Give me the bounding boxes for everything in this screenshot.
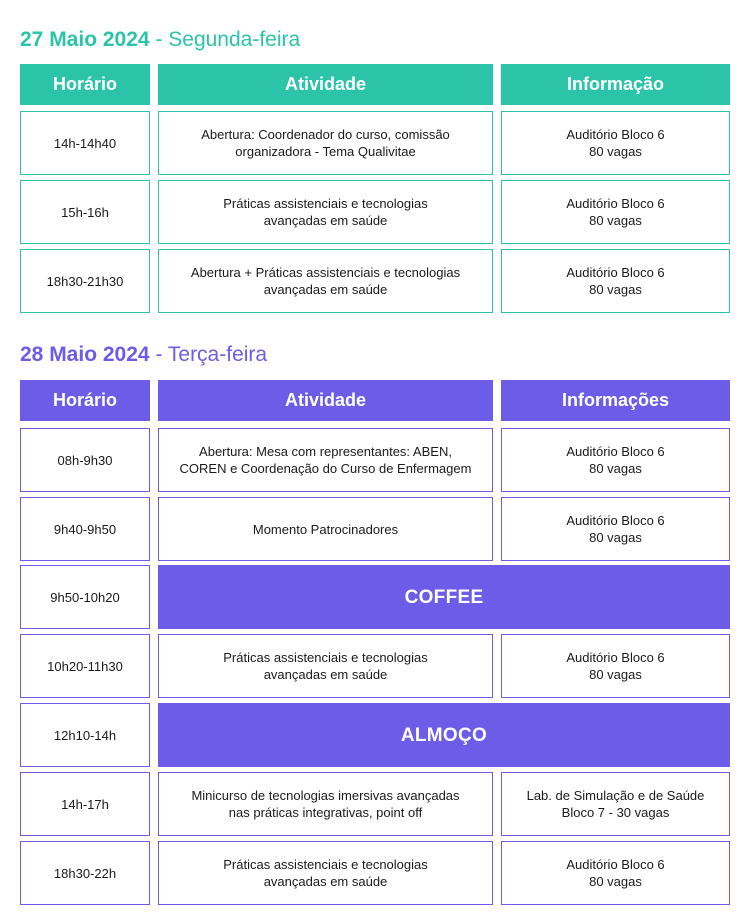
info-line: Auditório Bloco 6: [566, 444, 665, 459]
day2-row-info: [501, 634, 730, 698]
day2-row-time: 9h40-9h50: [20, 497, 150, 561]
activity-line: Abertura + Práticas assistenciais e tecnologias: [190, 265, 461, 280]
info-line: Auditório Bloco 6: [566, 265, 665, 280]
info-line: Auditório Bloco 6: [566, 127, 665, 142]
day1-row-activity: [158, 111, 493, 175]
activity-line: organizadora - Tema Qualivitae: [235, 144, 416, 159]
info-line: 80 vagas: [589, 282, 642, 297]
info-line: Auditório Bloco 6: [566, 857, 665, 872]
activity-line: COREN e Coordenação do Curso de Enfermagem: [179, 461, 472, 476]
day1-row-info: [501, 111, 730, 175]
day2-row-time: 12h10-14h: [20, 703, 150, 767]
day2-row-time: 14h-17h: [20, 772, 150, 836]
day1-date: 27 Maio 2024: [20, 28, 150, 51]
day2-row-time: 10h20-11h30: [20, 634, 150, 698]
day2-row-activity: [158, 772, 493, 836]
day1-title: [20, 28, 300, 52]
day2-header-activity: Atividade: [158, 380, 493, 421]
info-line: Lab. de Simulação e de Saúde: [526, 788, 705, 803]
day2-row-info: [501, 497, 730, 561]
day1-header-time: Horário: [20, 64, 150, 105]
day1-weekday: - Segunda-feira: [155, 28, 301, 51]
day1-header-activity: Atividade: [158, 64, 493, 105]
day1-row-info: [501, 249, 730, 313]
day1-row-activity: [158, 180, 493, 244]
day1-row-time: 15h-16h: [20, 180, 150, 244]
info-line: 80 vagas: [589, 874, 642, 889]
info-line: Auditório Bloco 6: [566, 650, 665, 665]
day2-date: 28 Maio 2024: [20, 343, 150, 366]
activity-line: Práticas assistenciais e tecnologias: [223, 650, 428, 665]
activity-line: Abertura: Coordenador do curso, comissão: [201, 127, 450, 142]
day1-header-info: Informação: [501, 64, 730, 105]
info-line: 80 vagas: [589, 213, 642, 228]
day2-row-info: [501, 428, 730, 492]
activity-line: avançadas em saúde: [263, 667, 388, 682]
day1-row-info: [501, 180, 730, 244]
activity-line: Abertura: Mesa com representantes: ABEN,: [199, 444, 452, 459]
lunch-break-banner: ALMOÇO: [158, 703, 730, 767]
day2-row-time: 08h-9h30: [20, 428, 150, 492]
info-line: Auditório Bloco 6: [566, 513, 665, 528]
day2-header-time: Horário: [20, 380, 150, 421]
info-line: 80 vagas: [589, 144, 642, 159]
day2-weekday: - Terça-feira: [155, 343, 268, 366]
day2-row-activity: [158, 634, 493, 698]
info-line: 80 vagas: [589, 667, 642, 682]
activity-line: avançadas em saúde: [263, 282, 388, 297]
day1-row-time: 18h30-21h30: [20, 249, 150, 313]
day2-row-time: 18h30-22h: [20, 841, 150, 905]
info-line: 80 vagas: [589, 530, 642, 545]
info-line: Auditório Bloco 6: [566, 196, 665, 211]
day1-row-activity: [158, 249, 493, 313]
info-line: Bloco 7 - 30 vagas: [561, 805, 670, 820]
activity-line: Práticas assistenciais e tecnologias: [223, 857, 428, 872]
info-line: 80 vagas: [589, 461, 642, 476]
activity-line: Minicurso de tecnologias imersivas avançadas: [191, 788, 460, 803]
activity-line: avançadas em saúde: [263, 874, 388, 889]
day2-row-info: [501, 772, 730, 836]
activity-line: nas práticas integrativas, point off: [228, 805, 423, 820]
day2-title: [20, 343, 267, 367]
day2-header-info: Informações: [501, 380, 730, 421]
day2-row-activity: Momento Patrocinadores: [158, 497, 493, 561]
day2-row-time: 9h50-10h20: [20, 565, 150, 629]
coffee-break-banner: COFFEE: [158, 565, 730, 629]
activity-line: avançadas em saúde: [263, 213, 388, 228]
day1-row-time: 14h-14h40: [20, 111, 150, 175]
day2-row-activity: [158, 428, 493, 492]
day2-row-activity: [158, 841, 493, 905]
day2-row-info: [501, 841, 730, 905]
activity-line: Práticas assistenciais e tecnologias: [223, 196, 428, 211]
